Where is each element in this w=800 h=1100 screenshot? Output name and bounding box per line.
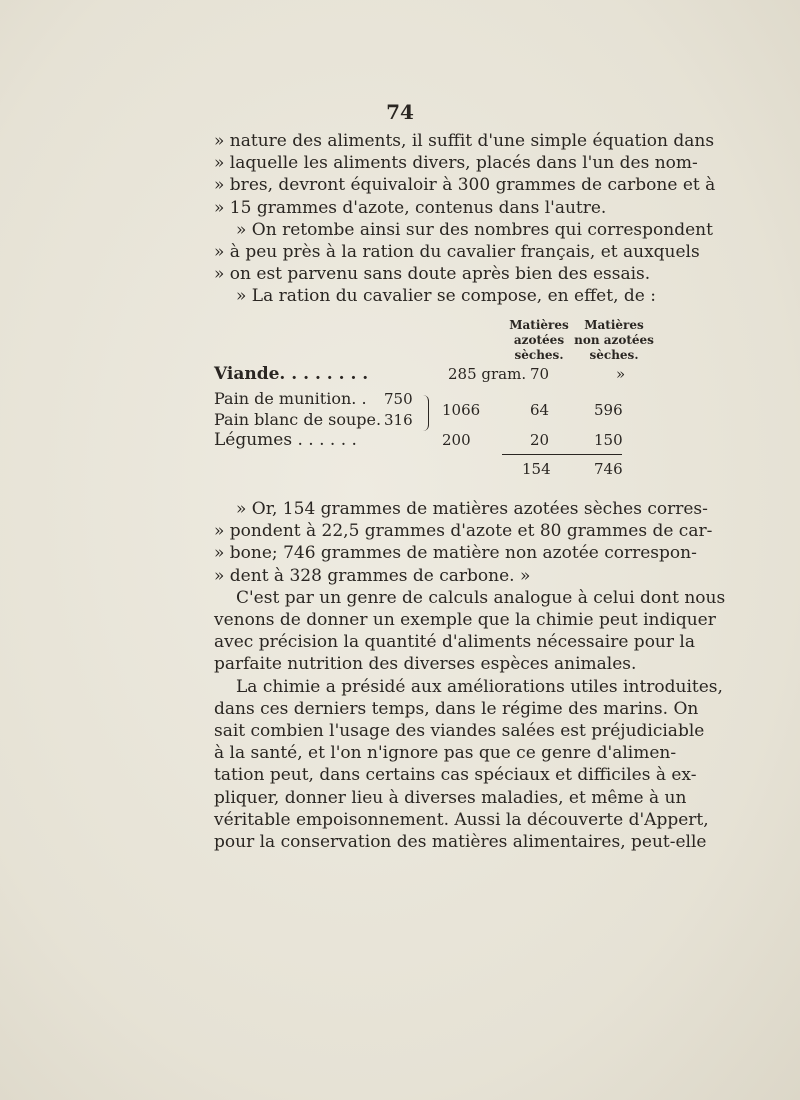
text-line: sait combien l'usage des viandes salées est préjudiciable [214, 721, 705, 742]
total-non-azotees: 746 [594, 460, 623, 478]
total-rule [502, 454, 622, 455]
paragraph-block-2 [214, 498, 726, 853]
text-line: » dent à 328 grammes de carbone. » [214, 565, 531, 586]
text-line: » Or, 154 grammes de matières azotées sèches corres- [236, 499, 708, 519]
legumes-azotees: 20 [530, 431, 550, 449]
header-non-azotees [574, 318, 654, 363]
text-line: véritable empoisonnement. Aussi la découverte d'Appert, [214, 809, 709, 830]
text-line: » bone; 746 grammes de matière non azotée correspon- [214, 543, 697, 564]
page-number: 74 [386, 100, 414, 124]
text-line: » laquelle les aliments divers, placés dans l'un des nom- [214, 153, 698, 174]
text-line: » pondent à 22,5 grammes d'azote et 80 grammes de car- [214, 521, 713, 542]
row-label-legumes: Légumes . . . . . . [214, 430, 357, 450]
text-line: » on est parvenu sans doute après bien des essais. [214, 264, 651, 285]
header-azotees [504, 318, 574, 363]
viande-non-azotees: » [616, 365, 626, 383]
paragraph-block-1 [214, 130, 716, 308]
pain-munition-qty: 750 [384, 390, 413, 408]
text-line: venons de donner un exemple que la chimie peut indiquer [214, 610, 716, 631]
text-line: à la santé, et l'on n'ignore pas que ce genre d'alimen- [214, 743, 677, 764]
text-line: pour la conservation des matières alimentaires, peut-elle [214, 832, 707, 853]
header-line: Matières [509, 318, 569, 332]
row-label-pain-munition: Pain de munition. . [214, 389, 367, 408]
header-line: azotées [513, 333, 565, 347]
brace-mark [420, 395, 429, 431]
row-label-pain-blanc: Pain blanc de soupe. [214, 410, 382, 429]
pain-blanc-qty: 316 [384, 411, 413, 429]
legumes-non-azotees: 150 [594, 431, 623, 449]
header-line: Matières [584, 318, 644, 332]
text-line: La chimie a présidé aux améliorations utiles introduites, [236, 676, 723, 697]
header-line: sèches. [589, 348, 639, 362]
header-line: non azotées [574, 333, 654, 347]
text-line: » On retombe ainsi sur des nombres qui correspondent [236, 219, 713, 240]
row-label-viande: Viande. . . . . . . . [214, 364, 369, 384]
total-azotees: 154 [522, 460, 551, 478]
text-line: » 15 grammes d'azote, contenus dans l'autre. [214, 197, 607, 218]
text-line: pliquer, donner lieu à diverses maladies, et même à un [214, 787, 687, 808]
legumes-qty: 200 [442, 431, 471, 449]
viande-azotees: 70 [530, 365, 550, 383]
pain-azotees: 64 [530, 401, 550, 419]
text-line: C'est par un genre de calculs analogue à celui dont nous [236, 587, 726, 608]
text-line: tation peut, dans certains cas spéciaux et difficiles à ex- [214, 765, 697, 786]
pain-non-azotees: 596 [594, 401, 623, 419]
text-line: dans ces derniers temps, dans le régime des marins. On [214, 698, 699, 719]
text-line: » La ration du cavalier se compose, en effet, de : [236, 286, 656, 307]
text-line: » à peu près à la ration du cavalier français, et auxquels [214, 242, 700, 263]
text-line: » bres, devront équivaloir à 300 grammes de carbone et à [214, 175, 716, 196]
viande-qty: 285 gram. [448, 365, 527, 383]
header-line: sèches. [514, 348, 564, 362]
text-line: avec précision la quantité d'aliments nécessaire pour la [214, 632, 695, 653]
pain-total-qty: 1066 [442, 401, 481, 419]
text-line: » nature des aliments, il suffit d'une simple équation dans [214, 131, 715, 151]
text-line: parfaite nutrition des diverses espèces animales. [214, 654, 637, 675]
